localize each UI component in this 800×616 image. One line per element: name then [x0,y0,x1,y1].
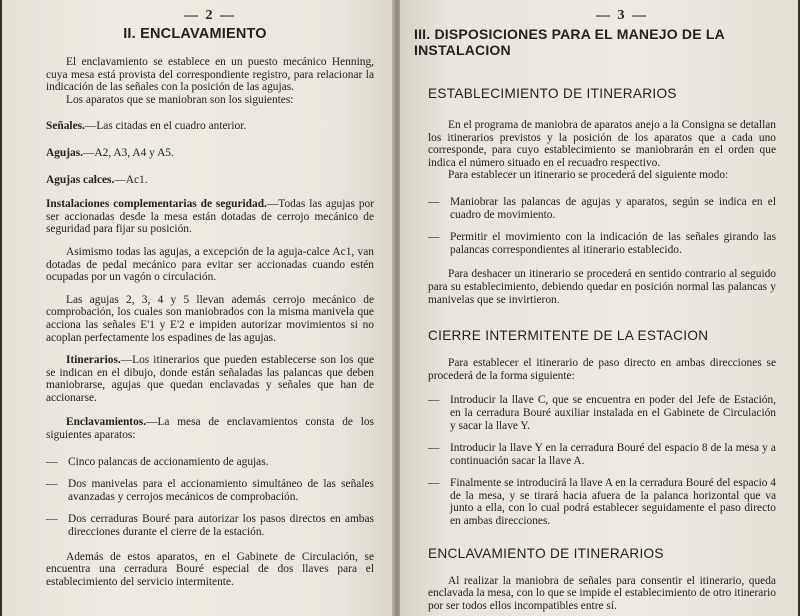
paragraph: Asimismo todas las agujas, a excepción de la aguja-calce Ac1, van dotadas de pedal mecánico para evitar ser accionadas cuando estén ocupadas por un vagón o circulación. [46,245,374,284]
term-label: Enclavamientos. [66,416,147,429]
term-text: —Todas las agujas por ser accionadas desde la mesa están dotadas de cerrojo mecánico de seguridad para fijar su posición. [46,198,374,236]
paragraph: Las agujas 2, 3, 4 y 5 llevan además cerrojo mecánico de comprobación, los cuales son maniobrados con la misma manivela que acciona las señales E'1 y E'2 e impiden autorizar movimientos si no acoplan perfectamente los espadines de las agujas. [46,293,374,344]
list-item: — Finalmente se introducirá la llave A en la cerradura Bouré del espacio 4 de la mesa, y se tirará hacia afuera de la palanca horizontal que va junto a ella, con lo cual podrá establecer seguidamente el paso directo en ambas direcciones. [428,477,776,528]
enclavamientos-paragraph [46,416,374,441]
paragraph: En el programa de maniobra de aparatos anejo a la Consigna se detallan los itinerarios previstos y la posición de los aparatos que a cada uno corresponde, para cuyo establecimiento se maniobrarán en el orden que indica el número situado en el recuadro respectivo. [428,119,776,169]
list-item: — Permitir el movimiento con la indicación de las señales girando las palancas correspondientes al itinerario establecido. [428,231,776,256]
term-text: —A2, A3, A4 y A5. [83,146,174,159]
dash-bullet: — [428,477,440,490]
dash-bullet: — [428,195,440,208]
term-label: Señales. [46,120,85,133]
right-page [400,0,798,616]
list-item: — Dos cerraduras Bouré para autorizar los pasos directos en ambas direcciones durante el cierre de la estación. [46,513,374,539]
calces-line [46,174,374,187]
term-label: Agujas calces. [46,173,115,186]
term-text: —La mesa de enclavamientos consta de los siguientes aparatos: [46,416,374,442]
section-heading: III. DISPOSICIONES PARA EL MANEJO DE LA INSTALACION [414,26,725,58]
list-item: — Cinco palancas de accionamiento de agujas. [46,455,269,468]
list-item: — Dos manivelas para el accionamiento simultáneo de las señales avanzadas y cerrojos mecánicos de comprobación. [46,478,374,503]
dash-bullet: — [46,455,58,468]
term-text: —Ac1. [114,173,148,186]
dash-bullet: — [46,513,58,526]
term-label: Itinerarios. [66,354,121,367]
subsection-title: ESTABLECIMIENTO DE ITINERARIOS [428,86,677,101]
instalaciones-paragraph [46,198,374,236]
subsection-title: CIERRE INTERMITENTE DE LA ESTACION [428,328,709,344]
paragraph: Para establecer el itinerario de paso directo en ambas direcciones se procederá de la forma siguiente: [428,357,776,382]
left-page [2,0,394,616]
paragraph: Al realizar la maniobra de señales para consentir el itinerario, queda enclavada la mesa, con lo que se impide el establecimiento de otro itinerario por ser todos ellos incompatibles entre sí. [428,574,776,612]
paragraph: Para establecer un itinerario se procederá del siguiente modo: [448,169,729,182]
paragraph: Los aparatos que se maniobran son los siguientes: [66,93,294,106]
dash-bullet: — [46,478,58,491]
subsection-title: ENCLAVAMIENTO DE ITINERARIOS [428,545,664,561]
page-number: — 3 — [596,8,648,23]
paragraph: El enclavamiento se establece en un puesto mecánico Henning, cuya mesa está provista del correspondiente registro, para relacionar la indicación de las señales con la posición de las agujas. [46,56,374,94]
page-number: — 2 — [184,8,236,23]
term-text: —Los itinerarios que pueden establecerse son los que se indican en el dibujo, donde están señaladas las palancas que deben maniobrarse, agujas que quedan enclavadas y señales que han de accionarse. [46,354,374,404]
dash-bullet: — [428,442,440,455]
list-item: — Introducir la llave C, que se encuentra en poder del Jefe de Estación, en la cerradura Bouré auxiliar instalada en el Gabinete de Circulación y sacar la llave Y. [428,394,776,432]
agujas-line [46,147,374,160]
term-label: Instalaciones complementarias de seguridad. [46,198,267,211]
list-item: — Introducir la llave Y en la cerradura Bouré del espacio 8 de la mesa y a continuación sacar la llave A. [428,442,776,467]
paragraph: Para deshacer un itinerario se procederá en sentido contrario al seguido para su establecimiento, debiendo quedar en posición normal las palancas y manivelas que se invirtieron. [428,268,776,306]
section-heading: II. ENCLAVAMIENTO [123,26,267,42]
term-text: —Las citadas en el cuadro anterior. [84,120,247,133]
dash-bullet: — [428,231,440,244]
list-item: — Maniobrar las palancas de agujas y aparatos, según se indica en el cuadro de movimiento. [428,195,776,221]
paragraph: Además de estos aparatos, en el Gabinete de Circulación, se encuentra una cerradura Bouré especial de dos llaves para el establecimiento del servicio intermitente. [46,550,374,588]
dash-bullet: — [428,394,440,407]
term-label: Agujas. [46,146,84,159]
itinerarios-paragraph [46,354,374,404]
senales-line [46,120,374,133]
